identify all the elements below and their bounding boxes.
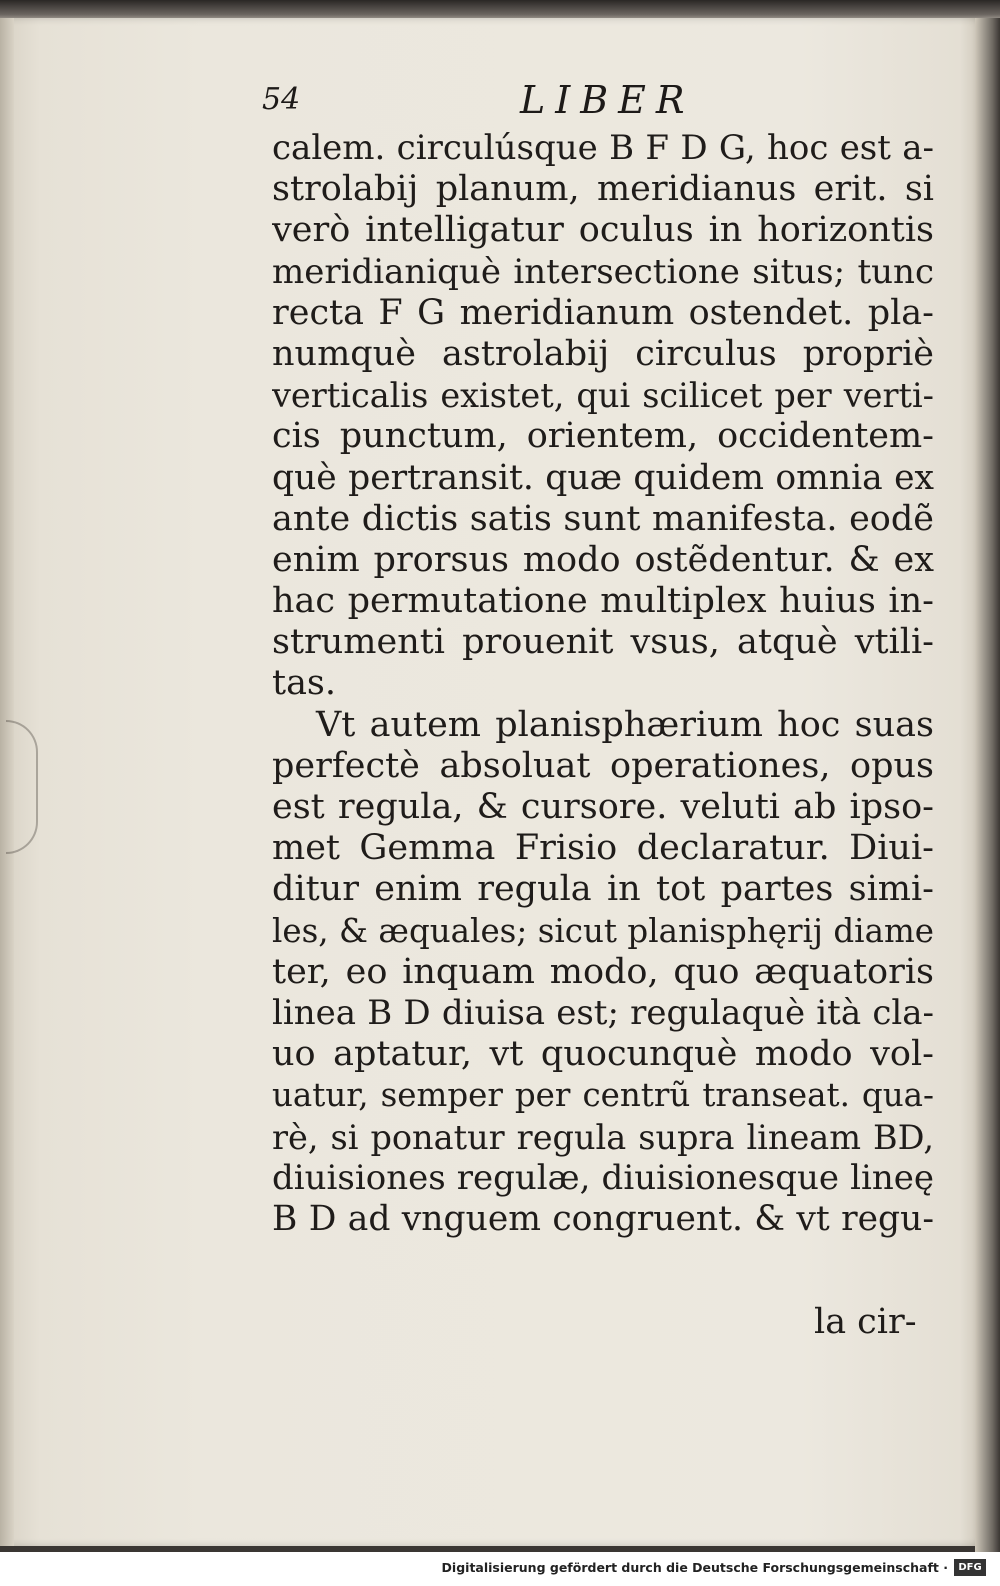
funding-credit: Digitalisierung gefördert durch die Deutsche Forschungsgemeinschaft ·	[441, 1560, 948, 1575]
body-text	[272, 128, 934, 1240]
running-title: LIBER	[520, 78, 695, 122]
text-line: linea B D diuisa est; regulaquè ità cla-	[272, 992, 934, 1033]
text-line: strumenti prouenit vsus, atquè vtili-	[272, 622, 934, 663]
text-line: uatur, semper per centrũ transeat. qua-	[272, 1076, 934, 1115]
text-line: numquè astrolabij circulus propriè	[272, 333, 934, 374]
text-line: recta F G meridianum ostendet. pla-	[272, 292, 934, 333]
text-line: ditur enim regula in tot partes simi-	[272, 869, 934, 910]
catchword: la cir-	[814, 1302, 917, 1342]
text-line: verticalis existet, qui scilicet per verti-	[272, 376, 934, 416]
page-number: 54	[262, 82, 301, 117]
page-right-edge	[975, 18, 1000, 1552]
text-line: B D ad vnguem congruent. & vt regu-	[272, 1198, 934, 1239]
text-line: hac permutatione multiplex huius in-	[272, 581, 934, 622]
text-line: les, & æquales; sicut planisphęrij diame	[272, 911, 934, 950]
text-line: cis punctum, orientem, occidentem-	[272, 416, 934, 457]
text-line: rè, si ponatur regula supra lineam BD,	[272, 1117, 934, 1157]
text-line: què pertransit. quæ quidem omnia ex	[272, 457, 934, 498]
dfg-logo: DFG	[954, 1559, 986, 1576]
text-line: calem. circulúsque B F D G, hoc est a-	[272, 128, 934, 168]
text-line: enim prorsus modo ostẽdentur. & ex	[272, 539, 934, 580]
text-line: perfectè absoluat operationes, opus	[272, 745, 934, 786]
text-line: met Gemma Frisio declaratur. Diui-	[272, 828, 934, 869]
text-line: ter, eo inquam modo, quo æquatoris	[272, 951, 934, 992]
text-line: Vt autem planisphærium hoc suas	[316, 704, 934, 745]
text-line: tas.	[272, 663, 337, 704]
clip-shadow	[6, 720, 38, 854]
text-line: diuisiones regulæ, diuisionesque lineę	[272, 1157, 934, 1198]
text-line: strolabij planum, meridianus erit. si	[272, 169, 934, 210]
running-header	[262, 78, 922, 122]
footer-bar	[0, 1552, 1000, 1586]
text-line: ante dictis satis sunt manifesta. eodẽ	[272, 498, 934, 539]
text-line: meridianiquè intersectione situs; tunc	[272, 251, 934, 292]
text-line: uo aptatur, vt quocunquè modo vol-	[272, 1034, 934, 1075]
text-line: est regula, & cursore. veluti ab ipso-	[272, 787, 934, 827]
text-line: verò intelligatur oculus in horizontis	[272, 210, 934, 251]
